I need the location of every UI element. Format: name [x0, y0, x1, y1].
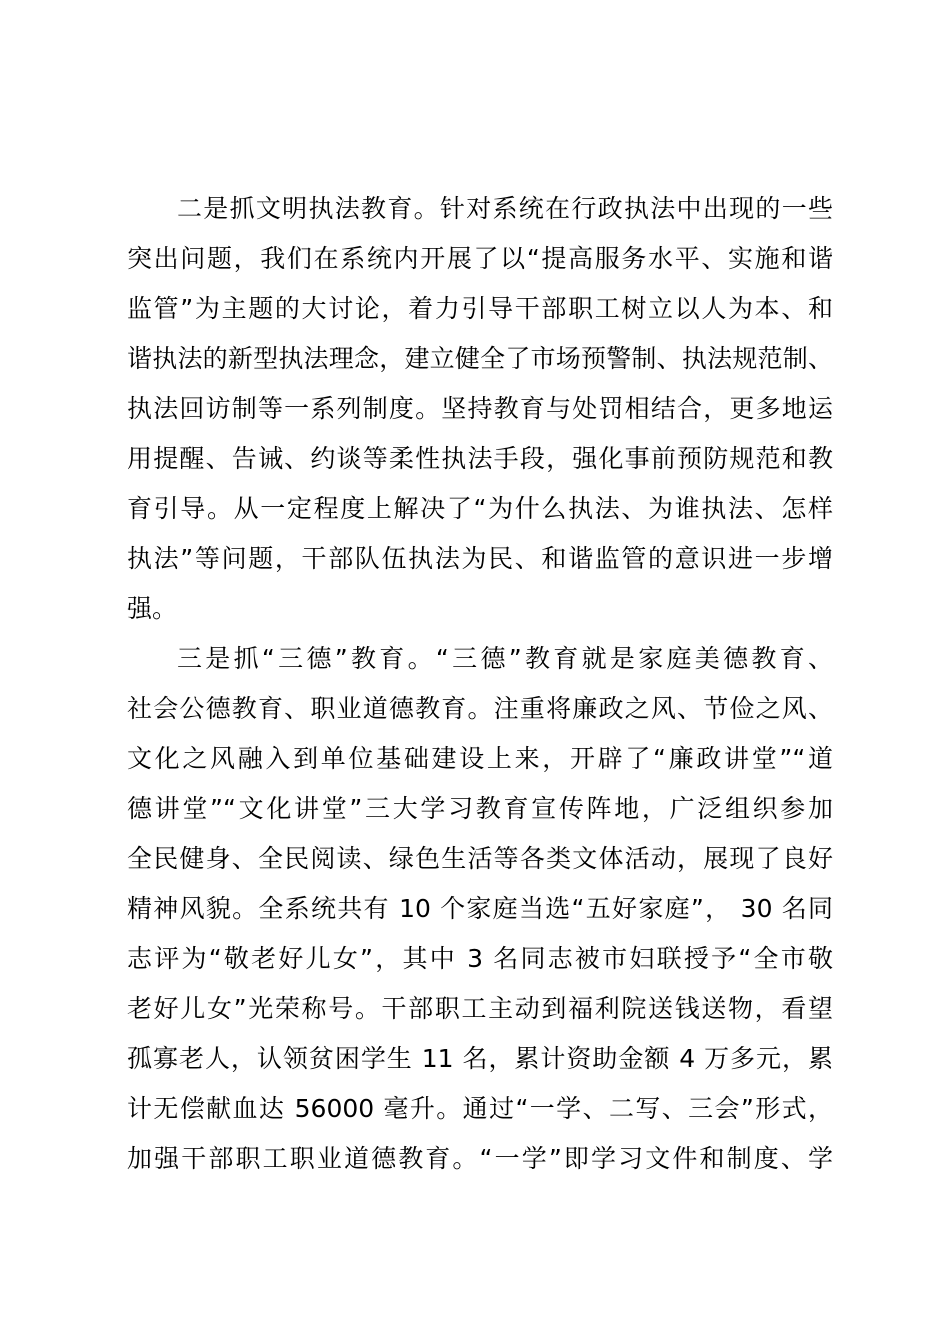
text-line: 用提醒、告诫、约谈等柔性执法手段，强化事前预防规范和教 [127, 444, 833, 473]
paragraph-three-virtues-education [127, 634, 833, 1184]
text-line: 全民健身、全民阅读、绿色生活等各类文体活动，展现了良好 [127, 844, 833, 873]
text-line: 监管”为主题的大讨论，着力引导干部职工树立以人为本、和 [127, 294, 833, 323]
text-line: 精神风貌。全系统共有 10 个家庭当选“五好家庭”， 30 名同 [127, 894, 833, 923]
text-line: 老好儿女”光荣称号。干部职工主动到福利院送钱送物，看望 [127, 994, 833, 1023]
text-line: 二是抓文明执法教育。针对系统在行政执法中出现的一些 [177, 194, 833, 223]
text-line: 三是抓“三德”教育。“三德”教育就是家庭美德教育、 [177, 644, 833, 673]
text-line: 执法回访制等一系列制度。坚持教育与处罚相结合，更多地运 [127, 394, 833, 423]
text-line: 强。 [127, 594, 178, 623]
text-line: 孤寡老人，认领贫困学生 11 名，累计资助金额 4 万多元，累 [127, 1044, 833, 1073]
paragraph-civilized-law-enforcement [127, 184, 833, 634]
text-line: 文化之风融入到单位基础建设上来，开辟了“廉政讲堂”“道 [127, 744, 833, 773]
document-body [127, 184, 833, 1184]
text-line: 社会公德教育、职业道德教育。注重将廉政之风、节俭之风、 [127, 694, 833, 723]
text-line: 谐执法的新型执法理念，建立健全了市场预警制、执法规范制、 [127, 344, 833, 373]
text-line: 计无偿献血达 56000 毫升。通过“一学、二写、三会”形式， [127, 1094, 833, 1123]
text-line: 德讲堂”“文化讲堂”三大学习教育宣传阵地，广泛组织参加 [127, 794, 833, 823]
text-line: 志评为“敬老好儿女”，其中 3 名同志被市妇联授予“全市敬 [127, 944, 833, 973]
text-line: 执法”等问题，干部队伍执法为民、和谐监管的意识进一步增 [127, 544, 833, 573]
text-line: 突出问题，我们在系统内开展了以“提高服务水平、实施和谐 [127, 244, 833, 273]
text-line: 加强干部职工职业道德教育。“一学”即学习文件和制度、学 [127, 1144, 833, 1173]
text-line: 育引导。从一定程度上解决了“为什么执法、为谁执法、怎样 [127, 494, 833, 523]
